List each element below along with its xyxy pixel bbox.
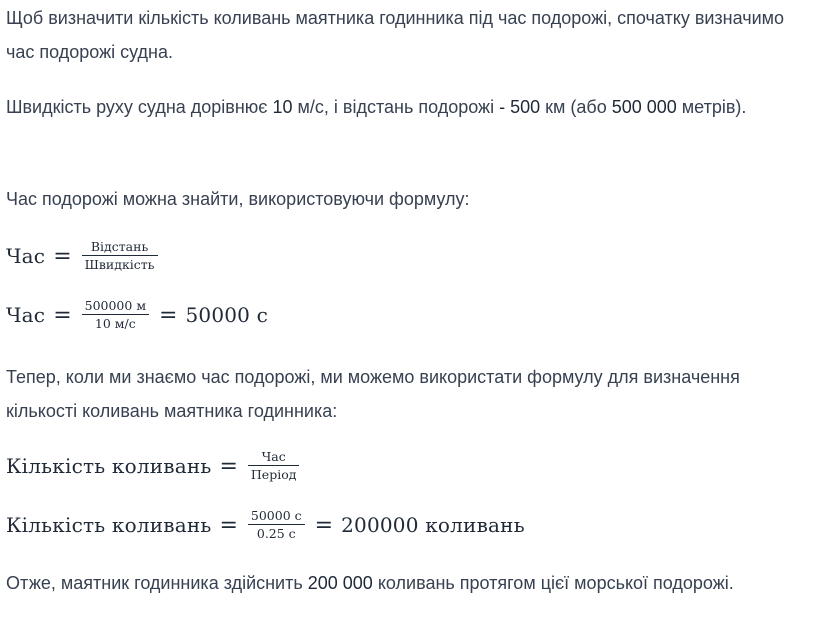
fraction-denominator: 10 м/с: [94, 316, 136, 331]
fraction-denominator: Період: [250, 467, 297, 482]
fraction-bar: [82, 314, 149, 315]
formula-result: 50000 с: [185, 303, 269, 327]
equals-sign: =: [159, 302, 178, 328]
distance-text: м/с, і відстань подорожі: [292, 97, 500, 117]
equals-sign: =: [219, 453, 238, 479]
fraction-bar: [248, 465, 300, 466]
formula-time-calculation: [6, 299, 268, 331]
speed-text: Швидкість руху судна дорівнює: [6, 97, 273, 117]
equals-sign: =: [53, 243, 72, 269]
paragraph-oscillations-intro: Тепер, коли ми знаємо час подорожі, ми можемо використати формулу для визначення кількості коливань маятника годинника:: [6, 367, 740, 421]
paragraph-speed-distance: [6, 90, 806, 124]
paragraph-conclusion: [6, 566, 806, 600]
fraction-numerator: 500000 м: [84, 298, 147, 313]
conclusion-text: Отже, маятник годинника здійснить: [6, 573, 308, 593]
conclusion-text-end: коливань протягом цієї морської подорожі.: [372, 573, 734, 593]
distance-unit: км (або: [540, 97, 612, 117]
formula-lhs: Час: [6, 244, 46, 268]
formula-result: 200000 коливань: [341, 513, 525, 537]
equals-sign: =: [314, 512, 334, 538]
fraction-denominator: Швидкість: [84, 257, 155, 272]
conclusion-value: 200 000: [307, 573, 373, 593]
fraction: [248, 509, 305, 541]
fraction-numerator: Час: [261, 449, 286, 464]
equals-sign: =: [219, 512, 238, 538]
fraction-denominator: 0.25 с: [256, 526, 296, 541]
formula-oscillations-calculation: [6, 509, 525, 541]
equals-sign: =: [53, 302, 72, 328]
fraction-numerator: Відстань: [90, 239, 149, 254]
fraction: [82, 299, 149, 331]
fraction: [82, 240, 158, 272]
formula-lhs: Кількість коливань: [6, 513, 212, 537]
fraction-bar: [248, 524, 305, 525]
paragraph-intro: Щоб визначити кількість коливань маятника годинника під час подорожі, спочатку визначимо час подорожі судна.: [6, 8, 785, 62]
formula-lhs: Кількість коливань: [6, 454, 212, 478]
distance-meters-unit: метрів).: [676, 97, 747, 117]
paragraph-formula-intro: Час подорожі можна знайти, використовуючи формулу:: [6, 189, 470, 209]
speed-value: 10: [272, 97, 293, 117]
distance-value: - 500: [499, 97, 541, 117]
formula-time-definition: [6, 240, 160, 272]
fraction-numerator: 50000 с: [250, 508, 302, 523]
formula-oscillations-definition: [6, 450, 301, 482]
fraction-bar: [82, 255, 158, 256]
fraction: [248, 450, 300, 482]
formula-lhs: Час: [6, 303, 46, 327]
distance-meters-value: 500 000: [611, 97, 677, 117]
